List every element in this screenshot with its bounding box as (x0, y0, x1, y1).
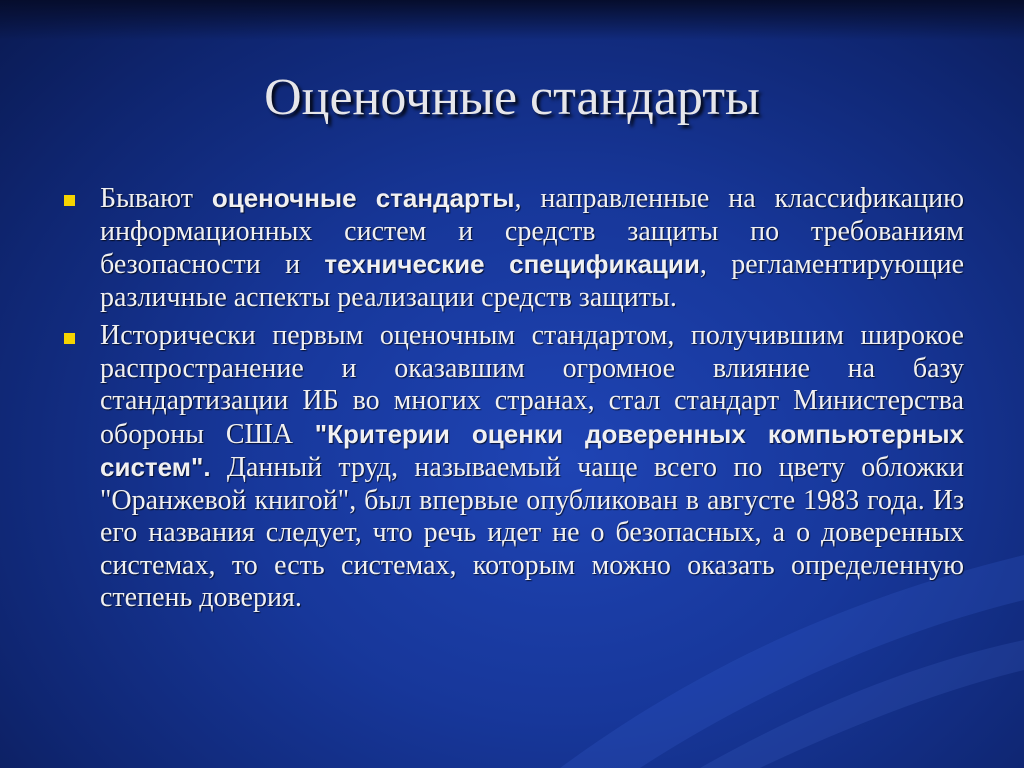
bullet-text-bold-run: оценочные стандарты (211, 183, 515, 213)
bullet-text-run: Исторически первым оценочным стандартом, получившим широкое распространение и оказавшим огромное влияние на базу стандартизации ИБ во многих странах, стал стандарт Министерства обороны США (100, 320, 964, 450)
bullet-list (64, 182, 964, 621)
bullet-text-bold-run: технические спецификации (324, 249, 700, 279)
bullet-item (64, 320, 964, 615)
bullet-marker-icon (64, 333, 75, 344)
bullet-text-run: Данный труд, называемый чаще всего по цвету обложки "Оранжевой книгой", был впервые опубликован в августе 1983 года. Из его названия следует, что речь идет не о безопасных, а о доверенных системах, то есть системах, которым можно оказать определенную степень доверия. (100, 452, 964, 613)
bullet-item (64, 182, 964, 314)
bullet-text-run: Бывают (100, 183, 212, 214)
bullet-text-run: , регламентирующие различные аспекты реализации средств защиты. (100, 249, 964, 313)
bullet-text (100, 182, 964, 314)
bullet-text (100, 320, 964, 615)
bullet-text-bold-run: "Критерии оценки доверенных компьютерных систем". (100, 418, 964, 482)
slide-title: Оценочные стандарты (264, 69, 760, 126)
bullet-marker-icon (64, 195, 75, 206)
bullet-text-run: , направленные на классификацию информационных систем и средств защиты по требованиям безопасности и (100, 183, 964, 280)
